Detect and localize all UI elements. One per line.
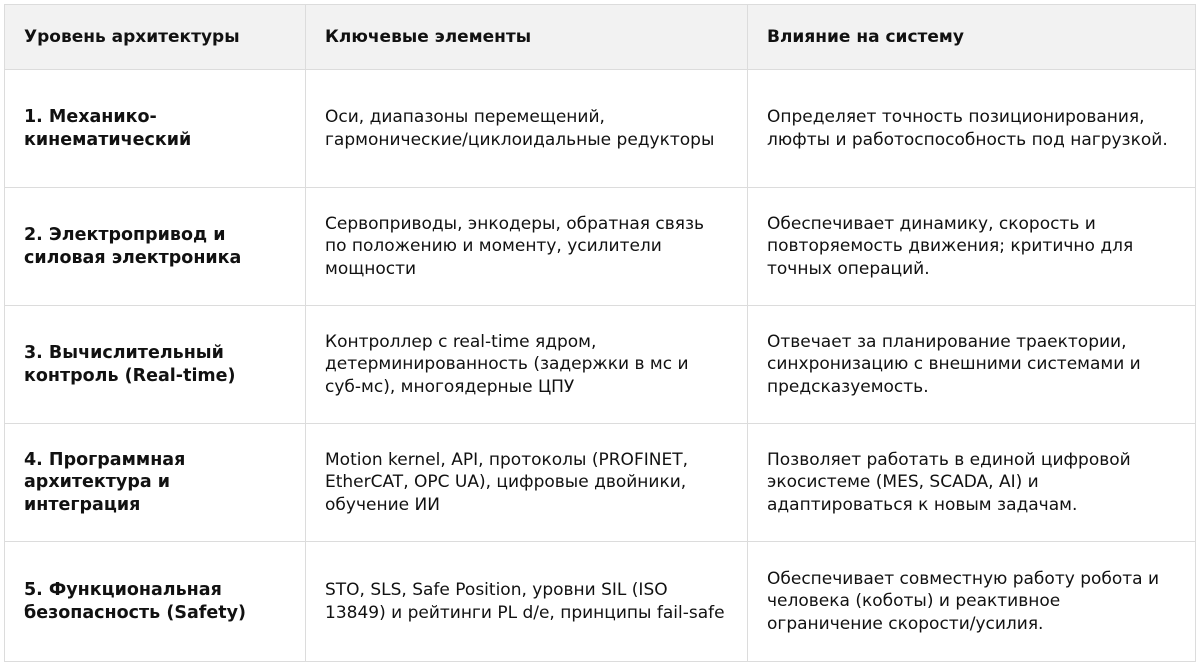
row-elements-cell: Сервоприводы, энкодеры, обратная связь по положению и моменту, усилители мощности: [306, 188, 748, 306]
row-impact-cell: Позволяет работать в единой цифровой экосистеме (MES, SCADA, AI) и адаптироваться к новым задачам.: [748, 424, 1196, 542]
table-row: [5, 542, 1196, 662]
row-impact-cell: Обеспечивает совместную работу робота и человека (коботы) и реактивное ограничение скорости/усилия.: [748, 542, 1196, 662]
table-row: [5, 306, 1196, 424]
row-level-cell: 1. Механико-кинематический: [5, 70, 306, 188]
header-elements: Ключевые элементы: [306, 5, 748, 70]
row-impact-cell: Обеспечивает динамику, скорость и повторяемость движения; критично для точных операций.: [748, 188, 1196, 306]
row-level-cell: 2. Электропривод и силовая электроника: [5, 188, 306, 306]
header-impact: Влияние на систему: [748, 5, 1196, 70]
table-header-row: [5, 5, 1196, 70]
table-row: [5, 424, 1196, 542]
table-row: [5, 70, 1196, 188]
row-level-cell: 4. Программная архитектура и интеграция: [5, 424, 306, 542]
row-level-cell: 3. Вычислительный контроль (Real-time): [5, 306, 306, 424]
architecture-table: [4, 4, 1196, 662]
row-level-cell: 5. Функциональная безопасность (Safety): [5, 542, 306, 662]
row-elements-cell: Motion kernel, API, протоколы (PROFINET, EtherCAT, OPC UA), цифровые двойники, обучение ИИ: [306, 424, 748, 542]
row-elements-cell: Контроллер с real-time ядром, детерминированность (задержки в мс и суб-мс), многоядерные ЦПУ: [306, 306, 748, 424]
row-elements-cell: Оси, диапазоны перемещений, гармонические/циклоидальные редукторы: [306, 70, 748, 188]
row-impact-cell: Отвечает за планирование траектории, синхронизацию с внешними системами и предсказуемость.: [748, 306, 1196, 424]
header-level: Уровень архитектуры: [5, 5, 306, 70]
row-impact-cell: Определяет точность позиционирования, люфты и работоспособность под нагрузкой.: [748, 70, 1196, 188]
row-elements-cell: STO, SLS, Safe Position, уровни SIL (ISO 13849) и рейтинги PL d/e, принципы fail-safe: [306, 542, 748, 662]
table-row: [5, 188, 1196, 306]
